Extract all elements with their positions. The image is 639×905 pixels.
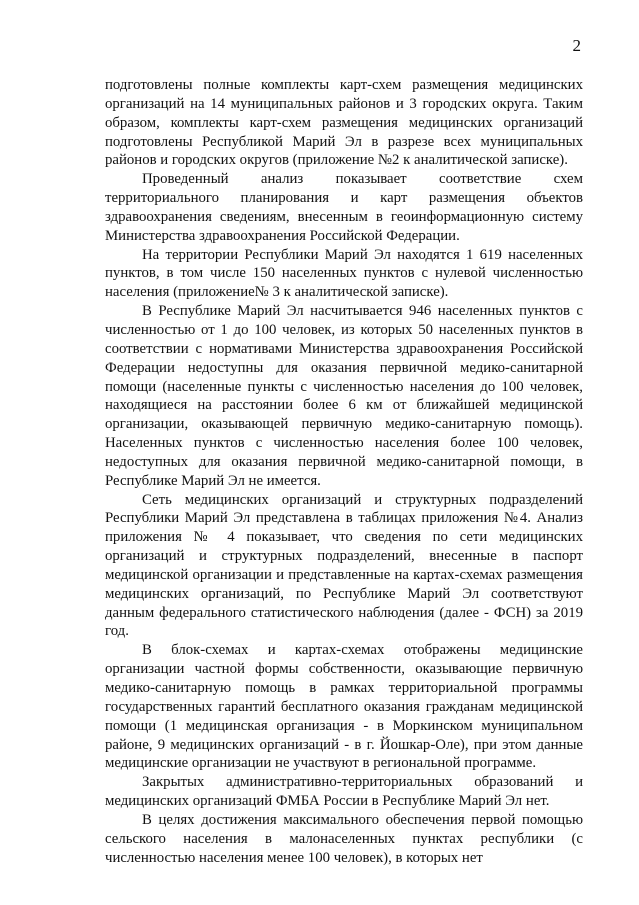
paragraph-first-aid: В целях достижения максимального обеспечения первой помощью сельского населения в малонаселенных пунктах республики (с численностью населения менее 100 человек), в которых нет: [105, 811, 583, 866]
paragraph-network-structure: Сеть медицинских организаций и структурных подразделений Республики Марий Эл представлена в таблицах приложения №4. Анализ приложения № 4 показывает, что сведения по сети медицинских организаций и структурных подразделений, внесенные в паспорт медицинской организации и представленные на картах-схемах размещения медицинских организаций, по Республике Марий Эл соответствуют данным федерального статистического наблюдения (далее - ФСН) за 2019 год.: [105, 491, 583, 640]
page-number: 2: [572, 36, 581, 55]
paragraph-small-settlements: В Республике Марий Эл насчитывается 946 населенных пунктов с численностью от 1 до 100 человек, из которых 50 населенных пунктов в соответствии с нормативами Министерства здравоохранения Российской Федерации недоступны для оказания первичной медико-санитарной помощи (населенные пункты с численностью населения до 100 человек, находящиеся на расстоянии более 6 км от ближайшей медицинской организации, оказывающей первичную медико-санитарную помощь). Населенных пунктов с численностью населения более 100 человек, недоступных для оказания первичной медико-санитарной помощи, в Республике Марий Эл не имеется.: [105, 303, 583, 489]
paragraph-private-organizations: В блок-схемах и картах-схемах отображены медицинские организации частной формы собственности, оказывающие первичную медико-санитарную помощь в рамках территориальной программы государственных гарантий бесплатного оказания гражданам медицинской помощи (1 медицинская организация - в Моркинском муниципальном районе, 9 медицинских организаций - в г. Йошкар-Оле), при этом данные медицинские организации не участвуют в региональной программе.: [105, 642, 583, 772]
document-body: [105, 76, 583, 867]
paragraph-maps-prepared: подготовлены полные комплекты карт-схем размещения медицинских организаций на 14 муниципальных районов и 3 городских округа. Таким образом, комплекты карт-схем размещения медицинских организаций подготовлены Республикой Марий Эл в разрезе всех муниципальных районов и городских округов (приложение №2 к аналитической записке).: [105, 77, 583, 169]
paragraph-closed-territories: Закрытых административно-территориальных образований и медицинских организаций ФМБА России в Республике Марий Эл нет.: [105, 774, 583, 810]
paragraph-analysis-compliance: Проведенный анализ показывает соответствие схем территориального планирования и карт размещения объектов здравоохранения сведениям, внесенным в геоинформационную систему Министерства здравоохранения Российской Федерации.: [105, 171, 583, 244]
paragraph-settlements-total: На территории Республики Марий Эл находятся 1 619 населенных пунктов, в том числе 150 населенных пунктов с нулевой численностью населения (приложение№ 3 к аналитической записке).: [105, 246, 583, 301]
